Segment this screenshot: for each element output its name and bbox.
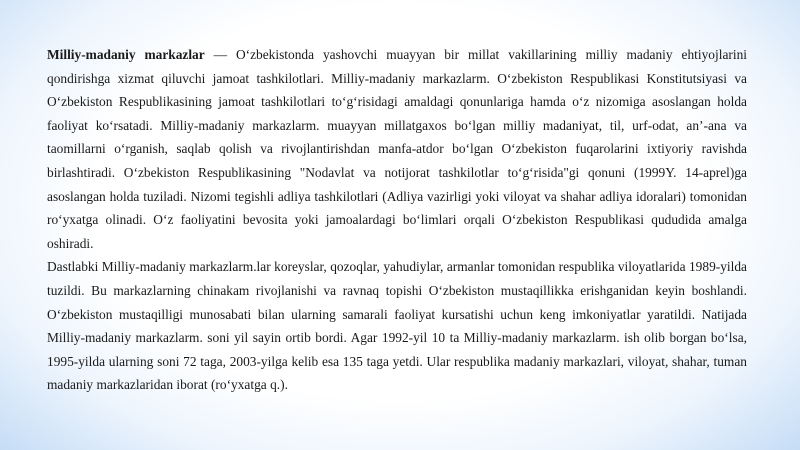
term-heading: Milliy-madaniy markazlar: [47, 47, 205, 62]
text-block: [47, 43, 747, 397]
definition-text: — O‘zbekistonda yashovchi muayyan bir millat vakillarining milliy madaniy ehtiyojlarini qondirishga xizmat qiluvchi jamoat tashkilotlari. Milliy-madaniy markazlarm. O‘zbekiston Respublikasi Konstitutsiyasi va O‘zbekiston Respublikasining jamoat tashkilotlari to‘g‘risidagi amaldagi qonunlariga hamda o‘z nizomiga asoslangan holda faoliyat ko‘rsatadi. Milliy-madaniy markazlarm. muayyan millatgaxos bo‘lgan milliy madaniyat, til, urf-odat, an’-ana va taomillarni o‘rganish, saqlab qolish va rivojlantirishdan manfa-atdor bo‘lgan O‘zbekiston fuqarolarini ixtiyoriy ravishda birlashtiradi. O‘zbekiston Respublikasining "Nodavlat va notijorat tashkilotlar to‘g‘risida"gi qonuni (1999Y. 14-aprel)ga asoslangan holda tuziladi. Nizomi tegishli adliya tashkilotlari (Adliya vazirligi yoki viloyat va shahar adliya idoralari) tomonidan ro‘yxatga olinadi. O‘z faoliyatini bevosita yoki jamoalardagi bo‘limlari orqali O‘zbekiston Respublikasi qududida amalga oshiradi.: [47, 47, 747, 251]
paragraph-history: Dastlabki Milliy-madaniy markazlarm.lar koreyslar, qozoqlar, yahudiylar, armanlar tomonidan respublika viloyatlarida 1989-yilda tuzildi. Bu markazlarning chinakam rivojlanishi va ravnaq topishi O‘zbekiston mustaqillikka erishganidan keyin boshlandi. O‘zbekiston mustaqilligi munosabati bilan ularning samarali faoliyat kursatishi uchun keng imkoniyatlar yaratildi. Natijada Milliy-madaniy markazlarm. soni yil sayin ortib bordi. Agar 1992-yil 10 ta Milliy-madaniy markazlarm. ish olib borgan bo‘lsa, 1995-yilda ularning soni 72 taga, 2003-yilga kelib esa 135 taga yetdi. Ular respublika madaniy markazlari, viloyat, shahar, tuman madaniy markazlaridan iborat (ro‘yxatga q.).: [47, 259, 747, 393]
paragraph-definition: [47, 43, 747, 255]
